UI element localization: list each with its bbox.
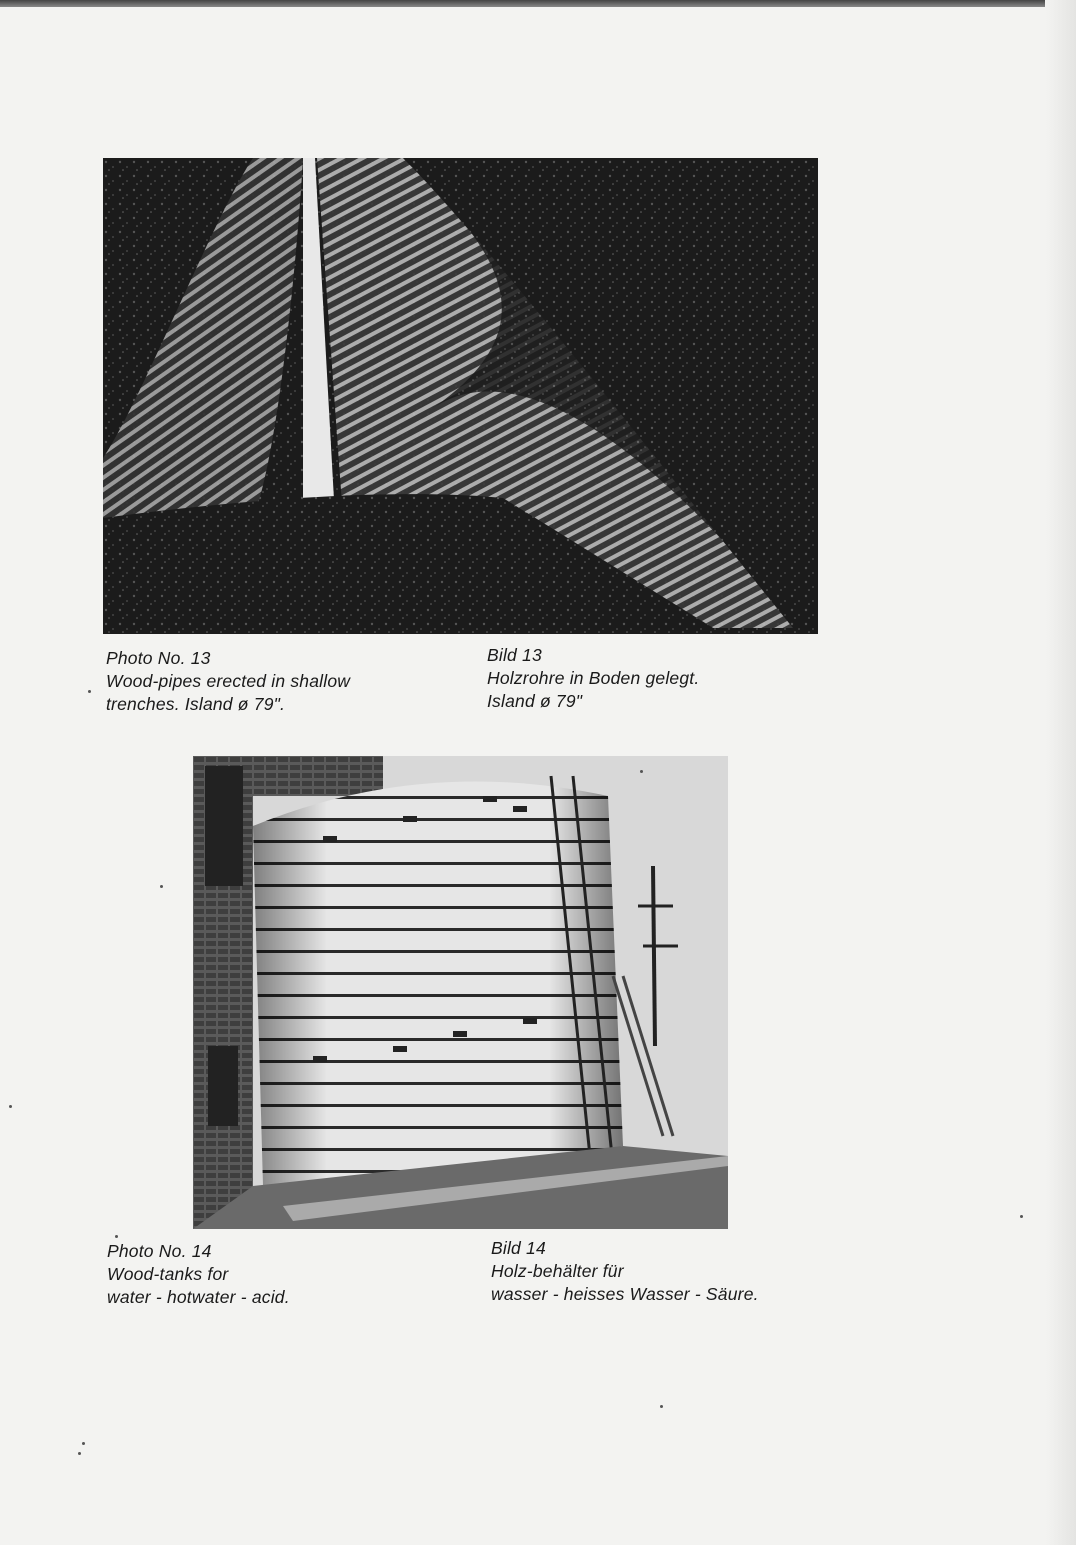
scan-speck (160, 885, 163, 888)
photo-wood-pipes (103, 158, 818, 634)
scan-speck (78, 1452, 81, 1455)
scan-speck (88, 690, 91, 693)
scan-top-edge (0, 0, 1045, 7)
caption-photo-14-english (107, 1240, 290, 1309)
scan-speck (115, 1235, 118, 1238)
scan-speck (1020, 1215, 1023, 1218)
scan-right-edge (1046, 0, 1076, 1545)
scan-speck (640, 770, 643, 773)
caption-line: water - hotwater - acid. (107, 1287, 290, 1307)
caption-line: Island ø 79" (487, 691, 583, 711)
caption-line: wasser - heisses Wasser - Säure. (491, 1284, 759, 1304)
caption-line: Photo No. 14 (107, 1241, 212, 1261)
caption-line: Photo No. 13 (106, 648, 211, 668)
caption-photo-13-english (106, 647, 350, 716)
scan-speck (9, 1105, 12, 1108)
caption-line: Wood-pipes erected in shallow (106, 671, 351, 691)
photo-wood-tank (193, 756, 728, 1229)
caption-line: trenches. Island ø 79". (106, 694, 286, 714)
caption-line: Holzrohre in Boden gelegt. (487, 668, 700, 688)
caption-photo-13-german (487, 644, 699, 713)
scan-speck (660, 1405, 663, 1408)
caption-photo-14-german (491, 1237, 759, 1306)
caption-line: Bild 14 (491, 1238, 546, 1258)
caption-line: Wood-tanks for (107, 1264, 229, 1284)
scan-speck (82, 1442, 85, 1445)
caption-line: Bild 13 (487, 645, 542, 665)
caption-line: Holz-behälter für (491, 1261, 624, 1281)
